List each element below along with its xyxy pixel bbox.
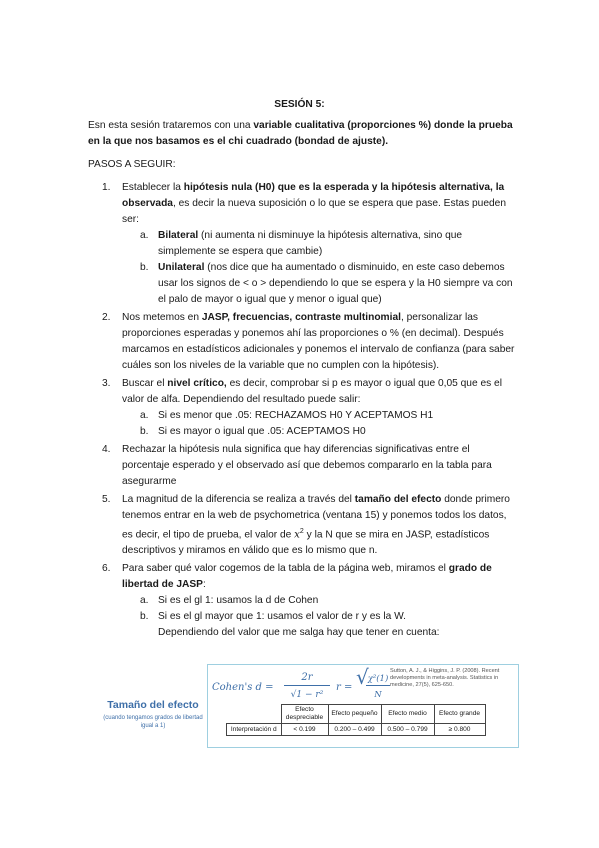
sub-text: (nos dice que ha aumentado o disminuido, en este caso debemos usar los signos de < o > dependiendo lo que se espera y la H0 siempre va con el palo de mayor o igual que y menor o igual que) <box>158 262 513 305</box>
cohen-formula <box>212 665 389 708</box>
step-1-b <box>88 260 518 308</box>
pasos-label: PASOS A SEGUIR: <box>88 159 176 170</box>
step-number: 2. <box>102 312 111 323</box>
step-4 <box>88 442 518 490</box>
table-header-row <box>227 705 486 724</box>
table-header: Efecto despreciable <box>281 705 328 724</box>
step-text: , personalizar las proporciones esperadas y ponemos ahí las proporciones o % (en decimal). Después marcamos en estadísticos adicionales y ponemos el intervalo de confianza (para saber cuáles son los niveles de la variable que no cumplen con la hipótesis). <box>122 312 515 371</box>
sub-text: (ni aumenta ni disminuye la hipótesis alternativa, sino que simplemente se espera que cambie) <box>158 230 463 257</box>
step-number: 3. <box>102 378 111 389</box>
sub-text: Si es el gl mayor que 1: usamos el valor de r y es la W. <box>158 611 407 623</box>
intro-paragraph <box>88 118 518 150</box>
step-bold: tamaño del efecto <box>354 494 442 505</box>
sub-letter: b. <box>140 611 149 623</box>
table-cell: 0.500 – 0.799 <box>381 724 434 736</box>
step-1 <box>88 180 518 228</box>
sub-letter: a. <box>140 595 149 607</box>
sub-bold: Unilateral <box>158 262 205 273</box>
sub-text: Si es menor que .05: RECHAZAMOS H0 Y ACEPTAMOS H1 <box>158 410 434 421</box>
page-title: SESIÓN 5: <box>274 99 325 110</box>
sub-letter: a. <box>140 410 149 421</box>
figure-title: Tamaño del efecto <box>107 699 199 711</box>
step-number: 1. <box>102 182 111 193</box>
step-6-b <box>88 609 518 625</box>
sub-text: Dependiendo del valor que me salga hay que tener en cuenta: <box>158 627 440 639</box>
table-cell: ≥ 0.800 <box>434 724 485 736</box>
cohen-denominator: √1 − r² <box>290 690 324 700</box>
step-text: Para saber qué valor cogemos de la tabla de la página web, miramos el <box>122 563 449 575</box>
step-text: , es decir la nueva suposición o lo que se espera que pase. Estas pueden ser: <box>122 198 506 225</box>
fraction-bar <box>366 685 390 686</box>
sub-letter: a. <box>140 230 149 241</box>
step-3-b <box>88 424 518 440</box>
step-text: La magnitud de la diferencia se realiza a través del <box>122 494 355 505</box>
sub-text: Si es mayor o igual que .05: ACEPTAMOS H0 <box>158 426 366 437</box>
step-text: y la N que se mira en JASP, estadísticos descriptivos y miramos en válido que es lo mismo que n. <box>122 529 490 557</box>
intro-text: Esn esta sesión trataremos con una <box>88 120 254 131</box>
step-5 <box>88 492 518 559</box>
step-text: : <box>202 579 206 591</box>
chi-symbol: x <box>294 529 300 541</box>
steps-list <box>88 180 518 641</box>
table-cell: < 0.199 <box>281 724 328 736</box>
step-6-a <box>88 593 518 609</box>
step-number: 4. <box>102 444 111 455</box>
step-text: Buscar el <box>122 378 168 389</box>
step-number: 6. <box>102 563 111 575</box>
step-1-a <box>88 228 518 260</box>
sub-text: Si es el gl 1: usamos la d de Cohen <box>158 595 319 607</box>
row-label: Interpretación d <box>227 724 282 736</box>
table-header: Efecto grande <box>434 705 485 724</box>
step-text: donde primero tenemos entrar en la web de psychometrica (ventana 15) y ponemos todos los datos, es decir, el tipo de prueba, el valor de <box>122 494 510 541</box>
chi-denominator: N <box>374 690 382 700</box>
sub-bold: Bilateral <box>158 230 199 241</box>
table-row <box>227 724 486 736</box>
table-corner <box>227 705 282 724</box>
chi-numerator: χ²(1) <box>367 674 389 684</box>
table-header: Efecto medio <box>381 705 434 724</box>
step-3-a <box>88 408 518 424</box>
step-6 <box>88 561 518 593</box>
chi-exponent: 2 <box>299 528 304 535</box>
step-bold: grado de libertad de JASP <box>122 563 492 591</box>
step-2 <box>88 310 518 374</box>
step-text: es decir, comprobar si p es mayor o igual que 0,05 que es el valor de alfa. Dependiendo del resultado puede salir: <box>122 378 502 405</box>
step-bold: JASP, frecuencias, contraste multinomial <box>201 312 401 323</box>
step-text: Nos metemos en <box>122 312 202 323</box>
step-bold: hipótesis nula (H0) que es la esperada y la hipótesis alternativa, la observada <box>122 182 505 209</box>
r-label: r = <box>336 682 353 693</box>
figure-subtitle: (cuando tengamos grados de libertad igual a 1) <box>103 715 203 729</box>
table-header: Efecto pequeño <box>328 705 381 724</box>
step-number: 5. <box>102 494 111 505</box>
cohen-d-label: Cohen's d = <box>212 682 274 693</box>
effect-size-table <box>226 704 486 736</box>
table-cell: 0.200 – 0.499 <box>328 724 381 736</box>
sub-letter: b. <box>140 262 149 273</box>
step-3 <box>88 376 518 408</box>
step-6-continuation <box>88 625 518 641</box>
step-bold: nivel crítico, <box>167 378 227 389</box>
sqrt-icon: √ <box>356 665 369 689</box>
step-text: Rechazar la hipótesis nula significa que hay diferencias significativas entre el porcentaje esperado y el observado así que debemos compararlo en la tabla para asegurarme <box>122 444 492 487</box>
reference-text: Sutton, A. J., & Higgins, J. P. (2008). Recent developments in meta-analysis. Statistics in medicine, 27(5), 625-650. <box>390 668 500 688</box>
cohen-numerator: 2r <box>301 672 313 683</box>
sub-letter: b. <box>140 426 149 437</box>
step-text: Establecer la <box>122 182 184 193</box>
intro-bold: variable cualitativa (proporciones %) donde la prueba en la que nos basamos es el chi cuadrado (bondad de ajuste). <box>88 120 513 147</box>
fraction-bar <box>284 685 330 686</box>
